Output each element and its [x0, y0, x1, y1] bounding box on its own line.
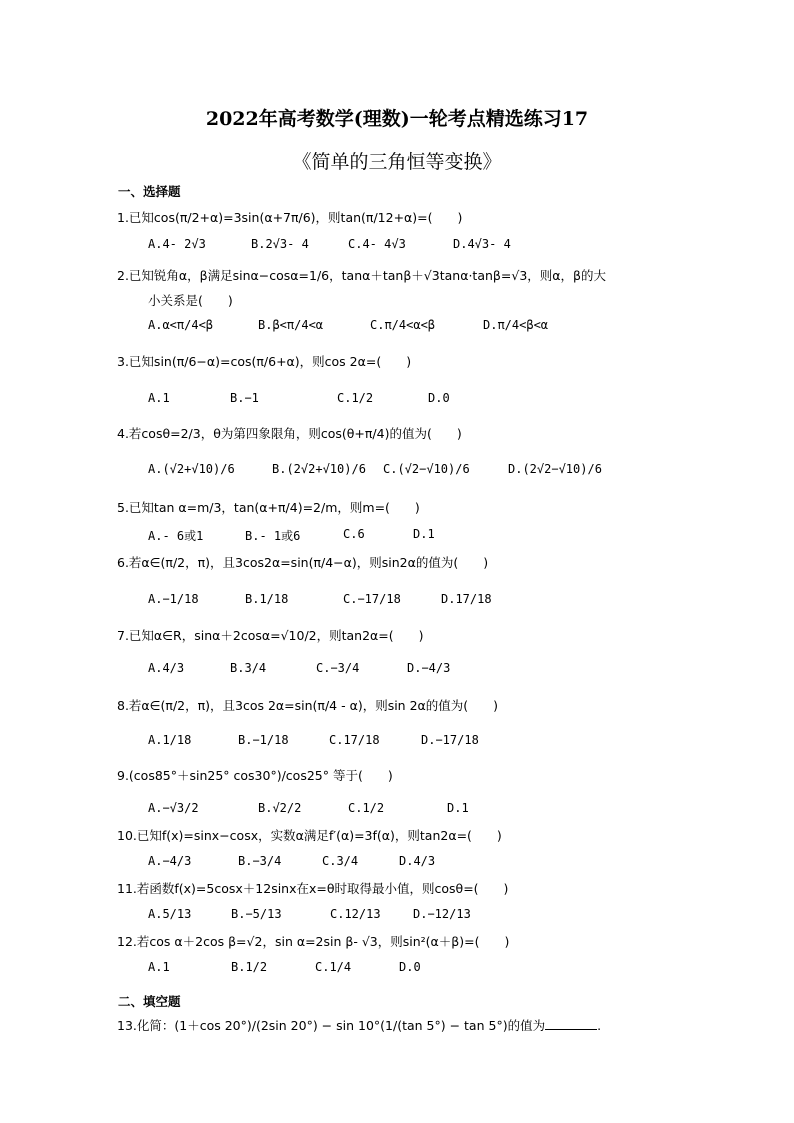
- question-12-stem: 12.若cos α＋2cos β=√2，sin α=2sin β- √3，则sin²(α＋β)=( ): [117, 934, 510, 949]
- question-4-stem: 4.若cosθ=2/3，θ为第四象限角，则cos(θ+π/4)的值为( ): [117, 426, 462, 441]
- question-9-option-a: A.−√3/2: [148, 801, 199, 815]
- question-5-option-c: C.6: [343, 527, 365, 541]
- question-8-stem: 8.若α∈(π/2，π)，且3cos 2α=sin(π/4 - α)，则sin 2α的值为( ): [117, 698, 499, 713]
- question-4-option-b: B.(2√2+√10)/6: [272, 462, 366, 476]
- question-10-option-c: C.3/4: [322, 854, 359, 868]
- question-12-option-d: D.0: [399, 960, 421, 974]
- question-10-option-b: B.−3/4: [238, 854, 282, 868]
- question-3-stem: 3.已知sin(π/6−α)=cos(π/6+α)，则cos 2α=( ): [117, 354, 412, 369]
- question-11-option-b: B.−5/13: [231, 907, 282, 921]
- question-1-option-a: A.4- 2√3: [148, 237, 206, 251]
- question-1-option-b: B.2√3- 4: [251, 237, 309, 251]
- question-11-option-a: A.5/13: [148, 907, 192, 921]
- question-5-option-d: D.1: [413, 527, 435, 541]
- question-2-option-a: A.α<π/4<β: [148, 318, 214, 332]
- section-fill-heading: 二、填空题: [118, 994, 181, 1009]
- question-9-stem: 9.(cos85°＋sin25° cos30°)/cos25° 等于( ): [117, 768, 393, 783]
- question-5-option-a: A.- 6或1: [148, 529, 204, 543]
- question-9-option-c: C.1/2: [348, 801, 385, 815]
- question-5-stem: 5.已知tan α=m/3，tan(α+π/4)=2/m，则m=( ): [117, 500, 420, 515]
- question-6-option-d: D.17/18: [441, 592, 492, 606]
- question-7-option-c: C.−3/4: [316, 661, 360, 675]
- question-7-stem: 7.已知α∈R，sinα＋2cosα=√10/2，则tan2α=( ): [117, 628, 424, 643]
- question-5-option-b: B.- 1或6: [245, 529, 301, 543]
- question-10-stem: 10.已知f(x)=sinx−cosx，实数α满足f′(α)=3f(α)，则tan2α=( ): [117, 828, 502, 843]
- question-2-option-c: C.π/4<α<β: [370, 318, 436, 332]
- question-6-option-b: B.1/18: [245, 592, 289, 606]
- section-choice-heading: 一、选择题: [118, 184, 181, 199]
- question-8-option-c: C.17/18: [329, 733, 380, 747]
- question-3-option-c: C.1/2: [337, 391, 374, 405]
- question-1-option-d: D.4√3- 4: [453, 237, 511, 251]
- question-12-option-b: B.1/2: [231, 960, 268, 974]
- question-2-stem-continued: 小关系是( ): [148, 293, 233, 308]
- question-1-stem: 1.已知cos(π/2+α)=3sin(α+7π/6)，则tan(π/12+α)=( ): [117, 210, 463, 225]
- question-3-option-b: B.−1: [230, 391, 259, 405]
- question-11-option-c: C.12/13: [330, 907, 381, 921]
- question-13-stem: [117, 1016, 717, 1034]
- question-12-option-c: C.1/4: [315, 960, 352, 974]
- question-6-option-c: C.−17/18: [343, 592, 401, 606]
- question-9-option-b: B.√2/2: [258, 801, 302, 815]
- question-4-option-a: A.(√2+√10)/6: [148, 462, 235, 476]
- question-7-option-b: B.3/4: [230, 661, 267, 675]
- question-2-option-b: B.β<π/4<α: [258, 318, 324, 332]
- question-11-stem: 11.若函数f(x)=5cosx＋12sinx在x=θ时取得最小值，则cosθ=( ): [117, 881, 509, 896]
- question-4-option-c: C.(√2−√10)/6: [383, 462, 470, 476]
- question-2-stem: 2.已知锐角α，β满足sinα−cosα=1/6，tanα＋tanβ＋√3tanα·tanβ=√3，则α，β的大: [117, 268, 606, 283]
- question-8-option-d: D.−17/18: [421, 733, 479, 747]
- question-3-option-a: A.1: [148, 391, 170, 405]
- document-subtitle: 《简单的三角恒等变换》: [292, 151, 502, 173]
- question-13-period: .: [597, 1018, 602, 1033]
- question-2-option-d: D.π/4<β<α: [483, 318, 549, 332]
- question-4-option-d: D.(2√2−√10)/6: [508, 462, 602, 476]
- question-12-option-a: A.1: [148, 960, 170, 974]
- question-6-stem: 6.若α∈(π/2，π)，且3cos2α=sin(π/4−α)，则sin2α的值为( ): [117, 555, 489, 570]
- document-title: 2022年高考数学(理数)一轮考点精选练习17: [205, 108, 589, 130]
- question-7-option-a: A.4/3: [148, 661, 185, 675]
- question-11-option-d: D.−12/13: [413, 907, 471, 921]
- question-6-option-a: A.−1/18: [148, 592, 199, 606]
- question-3-option-d: D.0: [428, 391, 450, 405]
- question-7-option-d: D.−4/3: [407, 661, 451, 675]
- question-13-text: 13.化简：(1＋cos 20°)/(2sin 20°) − sin 10°(1/(tan 5°) − tan 5°)的值为: [117, 1018, 546, 1033]
- question-10-option-a: A.−4/3: [148, 854, 192, 868]
- question-9-option-d: D.1: [447, 801, 469, 815]
- question-8-option-b: B.−1/18: [238, 733, 289, 747]
- question-10-option-d: D.4/3: [399, 854, 436, 868]
- answer-blank: [545, 1017, 597, 1030]
- question-8-option-a: A.1/18: [148, 733, 192, 747]
- question-1-option-c: C.4- 4√3: [348, 237, 406, 251]
